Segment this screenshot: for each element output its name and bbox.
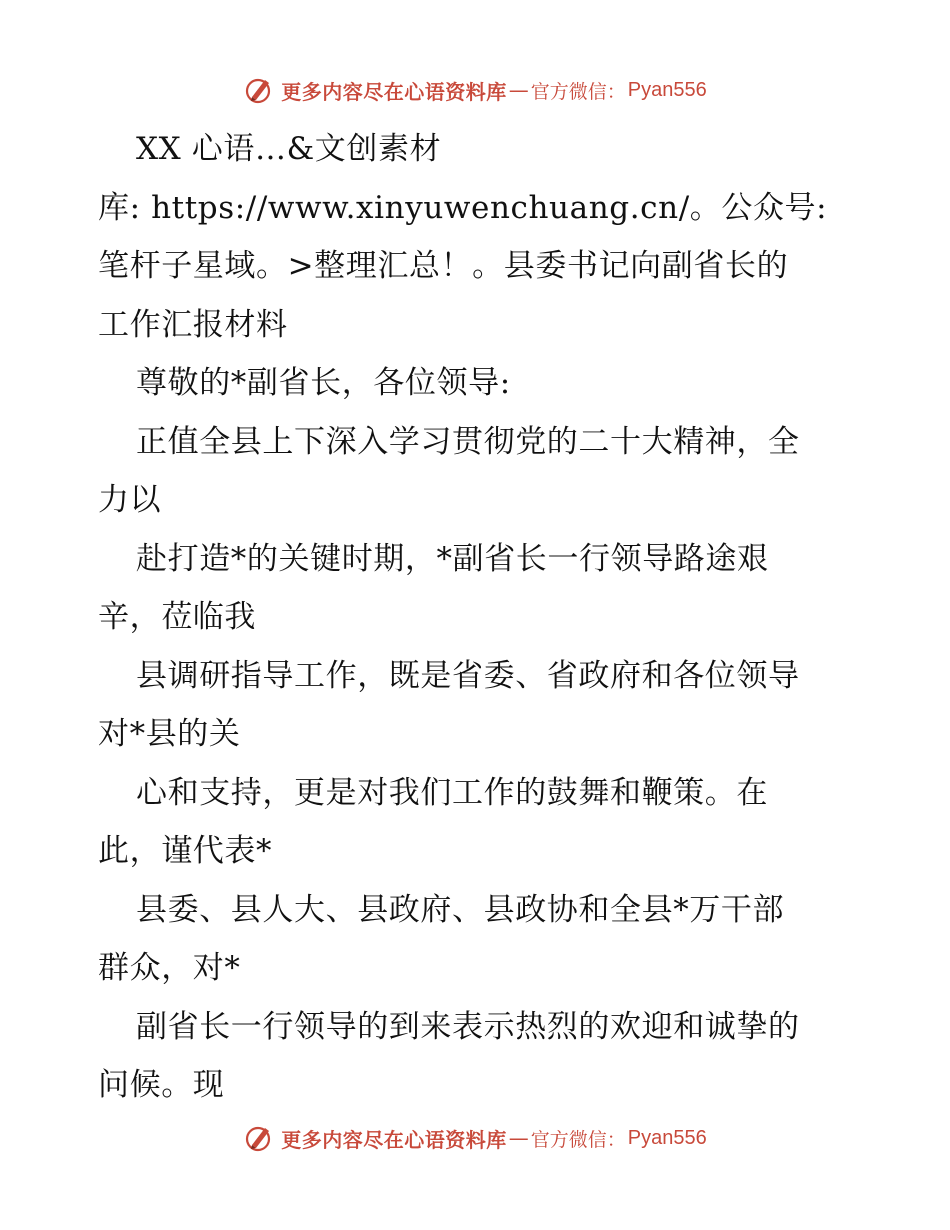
- text-line: 正值全县上下深入学习贯彻党的二十大精神，全: [136, 423, 800, 460]
- text-line: 此，谨代表*: [98, 833, 273, 869]
- text-line: 心和支持，更是对我们工作的鼓舞和鞭策。在: [136, 774, 768, 811]
- banner-dash: —: [508, 1126, 529, 1150]
- banner-wechat-label: 官方微信：: [530, 80, 626, 103]
- text-line: 笔杆子星域。>整理汇总！。县委书记向副省长的: [98, 248, 789, 284]
- document-body: [98, 120, 858, 1115]
- banner-dash: —: [508, 78, 529, 102]
- text-line: 对*县的关: [98, 716, 241, 752]
- text-line: 县调研指导工作，既是省委、省政府和各位领导: [136, 657, 800, 694]
- banner-main-text: 更多内容尽在心语资料库: [281, 1127, 507, 1152]
- pen-logo-icon: [243, 74, 275, 106]
- text-line: 赴打造*的关键时期，*副省长一行领导路途艰: [136, 540, 769, 577]
- text-line: 县委、县人大、县政府、县政协和全县*万干部: [136, 891, 785, 928]
- banner-wechat-label: 官方微信：: [530, 1128, 626, 1151]
- text-line: 辛，莅临我: [98, 599, 256, 635]
- banner-wechat-id: Pyan556: [627, 78, 707, 101]
- footer-banner: [0, 1118, 950, 1158]
- text-line: 库: https://www.xinyuwenchuang.cn/。公众号:: [98, 189, 828, 226]
- text-line: 群众，对*: [98, 950, 241, 986]
- pen-logo-icon: [243, 1122, 275, 1154]
- text-line: XX 心语…&文创素材: [136, 131, 442, 167]
- text-line: 问候。现: [98, 1067, 225, 1103]
- banner-wechat-id: Pyan556: [627, 1126, 707, 1149]
- text-line: 工作汇报材料: [98, 306, 288, 343]
- banner-main-text: 更多内容尽在心语资料库: [281, 79, 507, 104]
- text-line: 副省长一行领导的到来表示热烈的欢迎和诚挚的: [136, 1008, 800, 1045]
- text-line: 力以: [98, 482, 162, 518]
- text-line: 尊敬的*副省长，各位领导:: [136, 365, 511, 401]
- header-banner: [0, 70, 950, 110]
